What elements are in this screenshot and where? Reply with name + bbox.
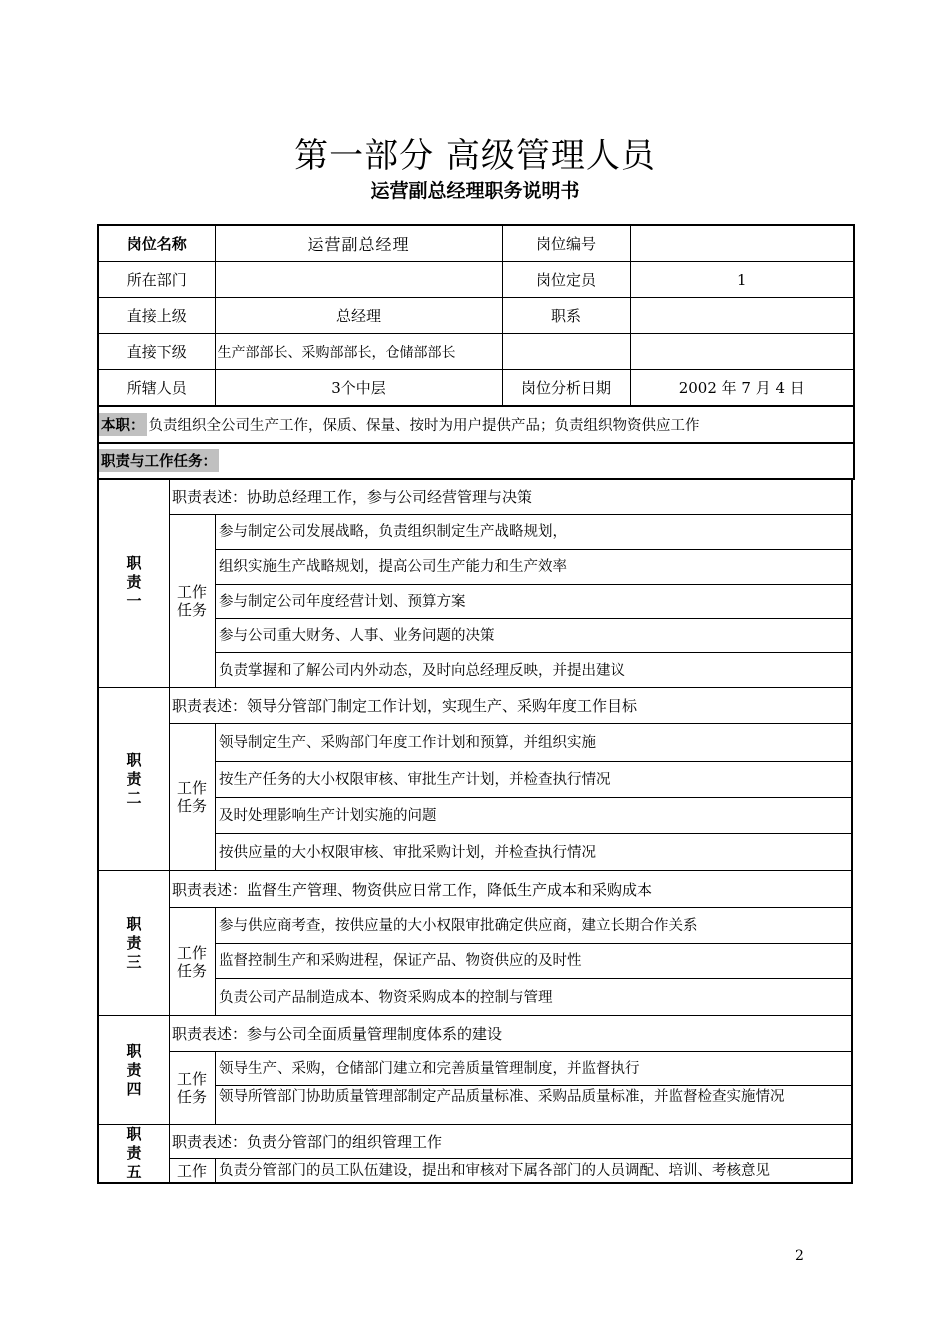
value-analysis-date: 2002 年 7 月 4 日	[630, 370, 854, 407]
empty-cell	[630, 334, 854, 370]
duty-description: 职责表述：监督生产管理、物资供应日常工作，降低生产成本和采购成本	[169, 871, 851, 908]
task-item: 负责公司产品制造成本、物资采购成本的控制与管理	[219, 989, 553, 1006]
duty-description: 职责表述：参与公司全面质量管理制度体系的建设	[169, 1016, 851, 1052]
duty-description: 职责表述：领导分管部门制定工作计划，实现生产、采购年度工作目标	[169, 688, 851, 724]
task-item: 按供应量的大小权限审核、审批采购计划，并检查执行情况	[219, 844, 596, 861]
main-responsibility-text: 负责组织全公司生产工作，保质、保量、按时为用户提供产品；负责组织物资供应工作	[148, 417, 700, 434]
value-subordinates: 生产部部长、采购部部长，仓储部部长	[215, 334, 502, 370]
label-job-family: 职系	[502, 298, 630, 334]
task-item: 负责分管部门的员工队伍建设，提出和审核对下属各部门的人员调配、培训、考核意见	[219, 1162, 770, 1179]
duty-title: 职责一	[99, 478, 170, 687]
duty-title: 职责五	[99, 1125, 170, 1182]
label-subordinates: 直接下级	[98, 334, 215, 370]
value-job-family	[630, 298, 854, 334]
label-analysis-date: 岗位分析日期	[502, 370, 630, 407]
table-row	[98, 334, 854, 370]
page-title: 第一部分 高级管理人员	[294, 136, 656, 176]
duty-description: 职责表述：负责分管部门的组织管理工作	[169, 1125, 851, 1159]
table-row	[98, 225, 854, 262]
duty-title: 职责三	[99, 871, 170, 1015]
main-responsibility-label: 本职：	[99, 413, 147, 436]
task-item: 参与制定公司年度经营计划、预算方案	[216, 585, 851, 619]
duty-title: 职责四	[99, 1016, 170, 1124]
value-superior: 总经理	[215, 298, 502, 334]
task-item: 组织实施生产战略规划，提高公司生产能力和生产效率	[216, 550, 851, 585]
task-item: 及时处理影响生产计划实施的问题	[216, 798, 851, 834]
label-superior: 直接上级	[98, 298, 215, 334]
empty-cell	[502, 334, 630, 370]
task-item: 按生产任务的大小权限审核、审批生产计划，并检查执行情况	[216, 762, 851, 798]
task-item: 参与供应商考查，按供应量的大小权限审批确定供应商，建立长期合作关系	[216, 908, 851, 944]
task-item: 领导制定生产、采购部门年度工作计划和预算，并组织实施	[216, 724, 851, 762]
duty-block-4	[97, 1016, 853, 1125]
task-label: 工作任务	[169, 515, 216, 687]
label-department: 所在部门	[98, 262, 215, 298]
task-label: 工作	[169, 1159, 216, 1182]
value-department	[215, 262, 502, 298]
table-row	[98, 370, 854, 407]
duty-block-2	[97, 688, 853, 871]
task-item: 领导所管部门协助质量管理部制定产品质量标准、采购品质量标准，并监督检查实施情况	[219, 1089, 785, 1105]
main-responsibility-row	[97, 406, 855, 444]
duties-header-label: 职责与工作任务：	[99, 449, 219, 472]
duties-header-row	[97, 442, 855, 480]
label-position-name: 岗位名称	[98, 225, 215, 262]
value-position-name: 运营副总经理	[215, 225, 502, 262]
task-item: 监督控制生产和采购进程，保证产品、物资供应的及时性	[216, 944, 851, 979]
table-row	[98, 262, 854, 298]
duty-title: 职责二	[99, 688, 170, 870]
position-info-table	[97, 224, 855, 407]
task-item: 领导生产、采购，仓储部门建立和完善质量管理制度，并监督执行	[216, 1052, 851, 1086]
value-position-code	[630, 225, 854, 262]
task-label: 工作任务	[169, 724, 216, 870]
duty-block-5	[97, 1125, 853, 1184]
duty-block-3	[97, 871, 853, 1016]
task-item: 负责掌握和了解公司内外动态，及时向总经理反映，并提出建议	[219, 662, 625, 679]
table-row	[98, 298, 854, 334]
task-item: 参与制定公司发展战略，负责组织制定生产战略规划，	[216, 515, 851, 550]
label-headcount: 岗位定员	[502, 262, 630, 298]
label-position-code: 岗位编号	[502, 225, 630, 262]
duty-block-1	[97, 478, 853, 688]
value-headcount: 1	[630, 262, 854, 298]
task-label: 工作任务	[169, 1052, 216, 1124]
duty-description: 职责表述：协助总经理工作，参与公司经营管理与决策	[169, 478, 851, 515]
task-item: 参与公司重大财务、人事、业务问题的决策	[216, 619, 851, 653]
task-label: 工作任务	[169, 908, 216, 1015]
value-staff: 3个中层	[215, 370, 502, 407]
document-subtitle: 运营副总经理职务说明书	[370, 180, 580, 202]
page-number: 2	[795, 1248, 804, 1264]
label-staff: 所辖人员	[98, 370, 215, 407]
